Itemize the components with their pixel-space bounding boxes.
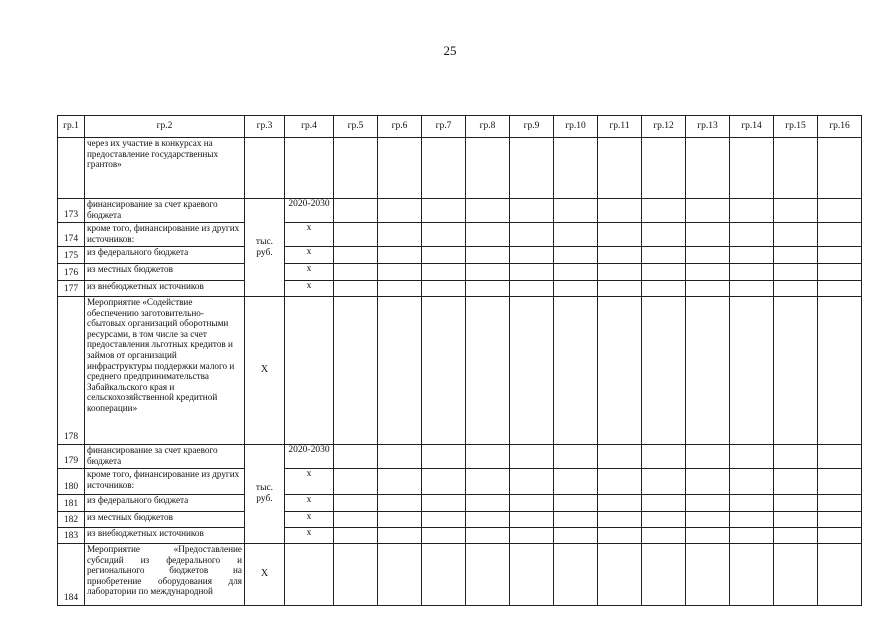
x-mark-cell: x <box>285 264 334 281</box>
row-number <box>58 138 85 199</box>
table-row <box>58 199 862 223</box>
table-row <box>58 544 862 606</box>
x-mark-cell: x <box>285 223 334 247</box>
column-header: гр.1 <box>58 116 85 138</box>
x-mark-cell: x <box>285 281 334 297</box>
row-description: из внебюджетных источников <box>85 528 245 544</box>
table-header-row <box>58 116 862 138</box>
x-mark-cell: x <box>285 469 334 495</box>
table-row <box>58 469 862 495</box>
column-header: гр.9 <box>510 116 554 138</box>
x-mark-cell: x <box>285 495 334 512</box>
row-description: из местных бюджетов <box>85 264 245 281</box>
table-row <box>58 138 862 199</box>
table-row <box>58 281 862 297</box>
row-description: Мероприятие «Предоставление субсидий из федерального и регионального бюджетов на приобретение оборудования для лаборатории по международной <box>85 544 245 606</box>
row-description: финансирование за счет краевого бюджета <box>85 199 245 223</box>
column-header: гр.10 <box>554 116 598 138</box>
row-number: 176 <box>58 264 85 281</box>
table-row <box>58 247 862 264</box>
row-number: 181 <box>58 495 85 512</box>
row-number: 182 <box>58 512 85 528</box>
column-header: гр.15 <box>774 116 818 138</box>
row-number: 174 <box>58 223 85 247</box>
row-number: 175 <box>58 247 85 264</box>
table-row <box>58 264 862 281</box>
financing-table <box>57 115 862 606</box>
unit-label: тыс. руб. <box>245 445 285 544</box>
column-header: гр.11 <box>598 116 642 138</box>
column-header: гр.8 <box>466 116 510 138</box>
x-mark-cell: Х <box>245 544 285 606</box>
page-number: 25 <box>443 43 457 58</box>
row-description: кроме того, финансирование из других источников: <box>85 223 245 247</box>
x-mark-cell: x <box>285 247 334 264</box>
period-cell: 2020-2030 <box>285 199 334 223</box>
column-header: гр.3 <box>245 116 285 138</box>
unit-label: тыс. руб. <box>245 199 285 297</box>
row-description: из федерального бюджета <box>85 247 245 264</box>
table-row <box>58 223 862 247</box>
table-row <box>58 528 862 544</box>
row-number: 173 <box>58 199 85 223</box>
period-cell: 2020-2030 <box>285 445 334 469</box>
column-header: гр.16 <box>818 116 862 138</box>
row-number: 177 <box>58 281 85 297</box>
row-description: из федерального бюджета <box>85 495 245 512</box>
row-description: Мероприятие «Содействие обеспечению заготовительно-сбытовых организаций оборотными ресурсами, в том числе за счет предоставления льготных кредитов и займов от организаций инфраструктуры поддержки малого и среднего предпринимательства Забайкальского края и сельскохозяйственной кредитной кооперации» <box>85 297 245 445</box>
column-header: гр.12 <box>642 116 686 138</box>
row-number: 184 <box>58 544 85 606</box>
table-row <box>58 495 862 512</box>
column-header: гр.5 <box>334 116 378 138</box>
column-header: гр.6 <box>378 116 422 138</box>
row-number: 179 <box>58 445 85 469</box>
row-number: 183 <box>58 528 85 544</box>
table-row <box>58 297 862 445</box>
column-header: гр.2 <box>85 116 245 138</box>
table-row <box>58 512 862 528</box>
row-description: из местных бюджетов <box>85 512 245 528</box>
row-number: 180 <box>58 469 85 495</box>
row-number: 178 <box>58 297 85 445</box>
row-description: из внебюджетных источников <box>85 281 245 297</box>
column-header: гр.4 <box>285 116 334 138</box>
row-description: кроме того, финансирование из других источников: <box>85 469 245 495</box>
x-mark-cell: x <box>285 528 334 544</box>
column-header: гр.14 <box>730 116 774 138</box>
column-header: гр.13 <box>686 116 730 138</box>
table-row <box>58 445 862 469</box>
column-header: гр.7 <box>422 116 466 138</box>
x-mark-cell: x <box>285 512 334 528</box>
row-description: через их участие в конкурсах на предоставление государственных грантов» <box>85 138 245 199</box>
x-mark-cell: Х <box>245 297 285 445</box>
row-description: финансирование за счет краевого бюджета <box>85 445 245 469</box>
